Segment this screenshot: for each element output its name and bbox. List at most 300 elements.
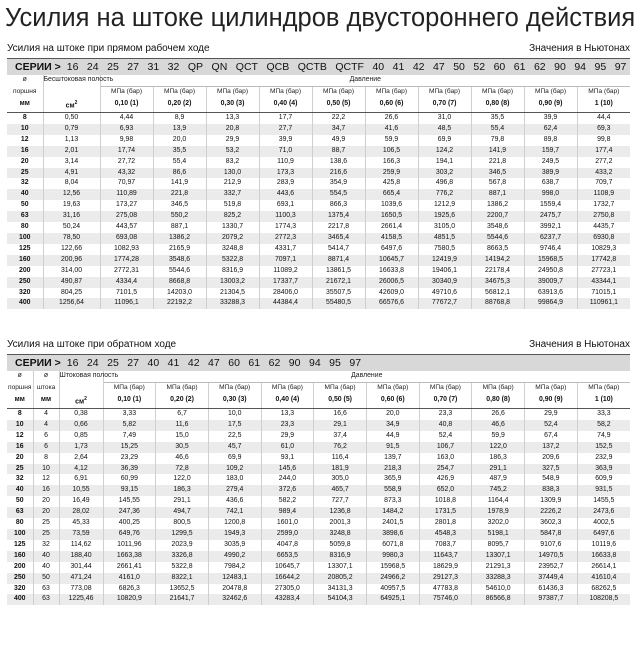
retract-subtitle: Усилия на штоке при обратном ходе: [7, 339, 177, 350]
extend-cell: 665,4: [365, 189, 418, 200]
extend-series-item: 52: [473, 61, 486, 73]
retract-cell: 465,7: [314, 485, 367, 496]
extend-series-item: 16: [66, 61, 79, 73]
extend-cell: 71015,1: [577, 288, 630, 299]
retract-pressure-value: 0,50 (5): [314, 394, 367, 409]
retract-cell: 16644,2: [261, 573, 314, 584]
retract-cell: 63: [33, 584, 59, 595]
retract-cell: 34131,3: [314, 584, 367, 595]
extend-pressure-col-label: МПа (бар): [312, 86, 365, 97]
retract-pressure-header: Давление: [103, 371, 630, 382]
extend-cell: 86,6: [153, 168, 206, 179]
extend-cell: 80: [7, 222, 43, 233]
retract-cell: 17,5: [208, 420, 261, 431]
retract-pressure-col-label: МПа (бар): [261, 382, 314, 393]
extend-cell: 49,9: [312, 135, 365, 146]
extend-pressure-value: 0,20 (2): [153, 98, 206, 113]
retract-cell: 122,0: [156, 474, 209, 485]
retract-cell: 9107,6: [525, 540, 578, 551]
retract-cell: 23,3: [419, 409, 472, 420]
retract-cell: 1731,5: [419, 507, 472, 518]
retract-cell: 742,1: [208, 507, 261, 518]
retract-cell: 6,91: [59, 474, 103, 485]
retract-pressure-value: 0,30 (3): [208, 394, 261, 409]
extend-cell: 21304,5: [206, 288, 259, 299]
retract-cell: 25: [33, 518, 59, 529]
retract-cell: 188,40: [59, 551, 103, 562]
extend-cell: 443,6: [259, 189, 312, 200]
retract-cell: 291,1: [156, 496, 209, 507]
extend-cell: 19406,1: [418, 266, 471, 277]
extend-cell: 13,9: [153, 124, 206, 135]
retract-series-item: 94: [308, 357, 321, 369]
extend-cell: 550,2: [153, 211, 206, 222]
extend-cell: 332,7: [206, 189, 259, 200]
retract-cell: 29,9: [261, 431, 314, 442]
extend-cell: 48,5: [418, 124, 471, 135]
extend-cell: 17742,8: [577, 255, 630, 266]
extend-cell: 43344,1: [577, 277, 630, 288]
extend-cell: 40: [7, 189, 43, 200]
extend-cell: 88768,8: [471, 298, 524, 309]
extend-cell: 28406,0: [259, 288, 312, 299]
retract-cell: 2661,41: [103, 562, 156, 573]
extend-cell: 31,16: [43, 211, 100, 222]
extend-cell: 8: [7, 113, 43, 124]
extend-cell: 29,9: [206, 135, 259, 146]
retract-cell: 873,3: [366, 496, 419, 507]
extend-cell: 10: [7, 124, 43, 135]
extend-cell: 16633,8: [365, 266, 418, 277]
extend-cell: 44,4: [577, 113, 630, 124]
retract-cell: 1299,5: [156, 529, 209, 540]
retract-cell: 26,6: [472, 409, 525, 420]
retract-cell: 8095,7: [472, 540, 525, 551]
retract-cell: 114,62: [59, 540, 103, 551]
retract-cell: 28,02: [59, 507, 103, 518]
retract-cell: 29,1: [314, 420, 367, 431]
extend-cell: 887,1: [153, 222, 206, 233]
retract-cell: 16: [33, 485, 59, 496]
extend-cell: 693,1: [259, 200, 312, 211]
retract-cell: 1225,46: [59, 594, 103, 605]
extend-cell: 106,5: [365, 146, 418, 157]
extend-series-item: 94: [574, 61, 587, 73]
retract-cell: 160: [7, 551, 33, 562]
extend-cell: 14203,0: [153, 288, 206, 299]
table-row: [7, 529, 630, 540]
extend-cell: 99,8: [577, 135, 630, 146]
retract-cell: 8322,1: [156, 573, 209, 584]
retract-cell: 1164,4: [472, 496, 525, 507]
extend-cell: 20: [7, 157, 43, 168]
extend-pressure-value: 0,90 (9): [524, 98, 577, 113]
table-row: [7, 189, 630, 200]
retract-cell: 1484,2: [366, 507, 419, 518]
extend-cell: 35507,5: [312, 288, 365, 299]
extend-pressure-value: 0,70 (7): [418, 98, 471, 113]
extend-cell: 69,9: [418, 135, 471, 146]
extend-cell: 50: [7, 200, 43, 211]
extend-subtitle: Усилия на штоке при прямом рабочем ходе: [7, 43, 210, 54]
extend-cell: 1732,7: [577, 200, 630, 211]
extend-cell: 2200,7: [471, 211, 524, 222]
retract-cell: 100: [7, 529, 33, 540]
retract-cell: 2599,0: [261, 529, 314, 540]
extend-series-item: 60: [493, 61, 506, 73]
retract-cell: 247,36: [103, 507, 156, 518]
extend-cell: 2475,7: [524, 211, 577, 222]
extend-bore-header-1: ø: [7, 75, 43, 86]
retract-cell: 23,29: [103, 453, 156, 464]
retract-cell: 1236,8: [314, 507, 367, 518]
retract-cell: 13307,1: [314, 562, 367, 573]
retract-cell: 4548,3: [419, 529, 472, 540]
extend-cell: 354,9: [312, 178, 365, 189]
extend-cell: 8,04: [43, 178, 100, 189]
table-row: [7, 540, 630, 551]
extend-cell: 17,7: [259, 113, 312, 124]
extend-cell: 159,7: [524, 146, 577, 157]
extend-series-item: 61: [513, 61, 526, 73]
retract-cell: 29127,3: [419, 573, 472, 584]
retract-cell: 13,3: [261, 409, 314, 420]
extend-cell: 4334,4: [100, 277, 153, 288]
retract-cell: 4: [33, 420, 59, 431]
extend-cell: 21672,1: [312, 277, 365, 288]
table-row: [7, 594, 630, 605]
extend-cell: 12419,9: [418, 255, 471, 266]
extend-cell: 8,9: [153, 113, 206, 124]
extend-cell: 77672,7: [418, 298, 471, 309]
retract-cell: 0,66: [59, 420, 103, 431]
retract-pressure-col-label: МПа (бар): [419, 382, 472, 393]
retract-rod-unit: мм: [33, 394, 59, 409]
extend-cell: 998,0: [524, 189, 577, 200]
extend-pressure-col-label: МПа (бар): [418, 86, 471, 97]
extend-pressure-col-label: МПа (бар): [100, 86, 153, 97]
extend-cell: 443,57: [100, 222, 153, 233]
retract-cell: 2801,8: [419, 518, 472, 529]
extend-cell: 35,5: [153, 146, 206, 157]
table-row: [7, 409, 630, 420]
retract-pressure-value: 0,10 (1): [103, 394, 156, 409]
retract-cell: 745,2: [472, 485, 525, 496]
retract-cell: 9980,3: [366, 551, 419, 562]
extend-series-item: 24: [86, 61, 99, 73]
extend-cell: 1774,28: [100, 255, 153, 266]
extend-cell: 42609,0: [365, 288, 418, 299]
retract-cell: 23952,7: [525, 562, 578, 573]
retract-cell: 5059,8: [314, 540, 367, 551]
retract-series-item: 62: [268, 357, 281, 369]
retract-cell: 26614,1: [577, 562, 630, 573]
extend-cell: 4158,5: [365, 233, 418, 244]
extend-pressure-col-label: МПа (бар): [471, 86, 524, 97]
retract-cell: 36,39: [103, 464, 156, 475]
extend-area-unit: $см^2$: [43, 98, 100, 113]
extend-cell: 110961,1: [577, 298, 630, 309]
extend-cell: 44384,4: [259, 298, 312, 309]
retract-cell: 32: [33, 540, 59, 551]
retract-cell: 548,9: [525, 474, 578, 485]
extend-cell: 389,9: [524, 168, 577, 179]
extend-bore-header-2: поршня: [7, 86, 43, 97]
retract-cell: 12: [33, 474, 59, 485]
retract-cell: 37,4: [314, 431, 367, 442]
retract-cell: 6071,8: [366, 540, 419, 551]
retract-cell: 75746,0: [419, 594, 472, 605]
retract-cell: 152,5: [577, 442, 630, 453]
extend-cell: 16: [7, 146, 43, 157]
retract-cell: 10119,6: [577, 540, 630, 551]
retract-cell: 50: [33, 573, 59, 584]
retract-cell: 8: [33, 453, 59, 464]
table-row: [7, 233, 630, 244]
retract-cell: 93,1: [261, 453, 314, 464]
retract-cell: 363,9: [577, 464, 630, 475]
extend-subheading: [7, 43, 630, 55]
retract-cell: 232,9: [577, 453, 630, 464]
extend-cell: 25: [7, 168, 43, 179]
retract-cell: 91,5: [366, 442, 419, 453]
extend-cell: 130,0: [206, 168, 259, 179]
retract-cell: 106,7: [419, 442, 472, 453]
extend-cell: 88,7: [312, 146, 365, 157]
retract-cell: 4161,0: [103, 573, 156, 584]
retract-cell: 58,2: [577, 420, 630, 431]
retract-cell: 6: [33, 442, 59, 453]
retract-cell: 2401,5: [366, 518, 419, 529]
extend-cell: 804,25: [43, 288, 100, 299]
retract-cell: 30,5: [156, 442, 209, 453]
retract-cell: 8: [7, 409, 33, 420]
retract-pressure-col-label: МПа (бар): [103, 382, 156, 393]
retract-cell: 3,33: [103, 409, 156, 420]
retract-cell: 1,73: [59, 442, 103, 453]
retract-cell: 0,85: [59, 431, 103, 442]
retract-cell: 33288,3: [472, 573, 525, 584]
retract-cell: 20,0: [366, 409, 419, 420]
retract-cell: 50: [7, 496, 33, 507]
retract-cell: 426,9: [419, 474, 472, 485]
retract-cell: 86566,8: [472, 594, 525, 605]
extend-cell: 6497,6: [365, 244, 418, 255]
extend-cell: 12: [7, 135, 43, 146]
retract-cell: 27305,0: [261, 584, 314, 595]
extend-series-item: 62: [533, 61, 546, 73]
retract-cell: 4990,2: [208, 551, 261, 562]
retract-cell: 487,9: [472, 474, 525, 485]
retract-series-item: 61: [248, 357, 261, 369]
retract-cell: 20: [7, 453, 33, 464]
extend-cell: 7580,5: [418, 244, 471, 255]
extend-series-label: СЕРИИ >: [15, 61, 61, 73]
retract-cell: 1663,38: [103, 551, 156, 562]
retract-series-item: 97: [349, 357, 362, 369]
retract-cell: 1455,5: [577, 496, 630, 507]
retract-cell: 10,55: [59, 485, 103, 496]
retract-cell: 64925,1: [366, 594, 419, 605]
extend-pressure-value: 0,80 (8): [471, 98, 524, 113]
extend-cell: 1256,64: [43, 298, 100, 309]
extend-cell: 2079,2: [206, 233, 259, 244]
retract-cell: 52,4: [525, 420, 578, 431]
extend-cell: 34,7: [312, 124, 365, 135]
retract-cell: 471,24: [59, 573, 103, 584]
retract-pressure-col-label: МПа (бар): [156, 382, 209, 393]
extend-cell: 709,7: [577, 178, 630, 189]
retract-series-item: 95: [329, 357, 341, 369]
extend-cell: 14194,2: [471, 255, 524, 266]
retract-cell: 649,76: [103, 529, 156, 540]
retract-cell: 1601,0: [261, 518, 314, 529]
extend-cell: 173,3: [259, 168, 312, 179]
extend-cell: 78,50: [43, 233, 100, 244]
extend-cell: 10829,3: [577, 244, 630, 255]
table-row: [7, 255, 630, 266]
table-row: [7, 157, 630, 168]
extend-series-item: 90: [554, 61, 566, 73]
extend-pressure-value: 0,50 (5): [312, 98, 365, 113]
retract-cell: 181,9: [314, 464, 367, 475]
extend-cell: 194,1: [418, 157, 471, 168]
retract-cell: 1949,3: [208, 529, 261, 540]
table-row: [7, 442, 630, 453]
retract-cell: 1018,8: [419, 496, 472, 507]
retract-cell: 7083,7: [419, 540, 472, 551]
retract-series-label: СЕРИИ >: [15, 357, 61, 369]
extend-cell: 1212,9: [418, 200, 471, 211]
retract-cell: 279,4: [208, 485, 261, 496]
retract-cell: 3326,8: [156, 551, 209, 562]
extend-cell: 124,2: [418, 146, 471, 157]
extend-cell: 0,79: [43, 124, 100, 135]
retract-cell: 1011,96: [103, 540, 156, 551]
retract-series-item: 41: [167, 357, 180, 369]
extend-cell: 27,72: [100, 157, 153, 168]
retract-cell: 32: [7, 474, 33, 485]
table-row: [7, 298, 630, 309]
extend-cell: 12,56: [43, 189, 100, 200]
retract-cell: 67,4: [525, 431, 578, 442]
retract-cell: 5847,8: [525, 529, 578, 540]
retract-force-table: ø ø Штоковая полость Давление поршня штока МПа (бар) МПа (бар) МПа (бар) МПа (бар) МПа (бар) МПа (бар) МПа (бар) МПа (бар) МПа (бар) МПа (бар) мм мм $см^2$ 0,10 (1) 0,20 (2) 0,30 (3) 0,40 (4) 0,50 (5) 0,60 (6) 0,70 (7) 0,80 (8) 0,90 (9) 1 (10) 8 4 0,38 3,33 6,7 10,0 13,3 16,6 20,0 23,3 26,6 29,9 33,3 10 4 0,66 5,82 11,6 17,5 23,3 29,1 34,9 40,8 46,6 52,4 58,2 12 6 0,85 7,49 15,0 22,5 29,9 37,4 44,9 52,4 59,9 67,4 74,9 16 6 1,73 15,25 30,5 45,7 61,0 76,2 91,5 106,7 122,0 137,2 152,5 20 8 2,64 23,29 46,6 69,9 93,1 116,4 139,7 163,0 186,3 209,6 232,9 25 10 4,12 36,39 72,8 109,2 145,6 181,9 218,3 254,7 291,1 327,5 363,9 32 12 6,91 60,99 122,0 183,0 244,0 305,0 365,9 426,9 487,9 548,9 609,9 40 16 10,55 93,15 186,3 279,4 372,6 465,7 558,9 652,0 745,2 838,3 931,5 50 20 16,49 145,55 291,1 436,6 582,2 727,7 873,3 1018,8 1164,4 1309,9 1455,5 63 20 28,02 247,36 494,7 742,1 989,4 1236,8 1484,2 1731,5 1978,9 2226,2 2473,6 80 25 45,33 400,25 800,5 1200,8 1601,0 2001,3 2401,5 2801,8 3202,0 3602,3 4002,5 100 25 73,59 649,76 1299,5 1949,3 2599,0 3248,8 3898,6 4548,3 5198,1 5847,8 6497,6 125 32 114,62 1011,96 2023,9 3035,9 4047,8 5059,8 6071,8 7083,7 8095,7 9107,6 10119,6 160 40 188,40 1663,38 3326,8 4990,2 6653,5 8316,9 9980,3 11643,7 13307,1 14970,5 16633,8 200 40 301,44 2661,41 5322,8 7984,2 10645,7 13307,1 15968,5 18629,9 21291,3 23952,7 26614,1 250 50 471,24 4161,0 8322,1 12483,1 16644,2 20805,2 24966,2 29127,3 33288,3 37449,4 41610,4 320 63 773,08 6826,3 13652,5 20478,8 27305,0 34131,3 40957,5 47783,8 54610,0 61436,3 68262,5 400 63 1225,46 10820,9 21641,7 32462,6 43283,4 54104,3 64925,1 75746,0 86566,8 97387,7 108208,5: [7, 371, 630, 605]
extend-cell: 1386,2: [471, 200, 524, 211]
retract-cell: 93,15: [103, 485, 156, 496]
retract-cell: 3898,6: [366, 529, 419, 540]
extend-cell: 200: [7, 266, 43, 277]
retract-cell: 125: [7, 540, 33, 551]
retract-cell: 727,7: [314, 496, 367, 507]
retract-cell: 183,0: [208, 474, 261, 485]
extend-cell: 5544,6: [153, 266, 206, 277]
retract-cell: 116,4: [314, 453, 367, 464]
extend-cell: 22178,4: [471, 266, 524, 277]
retract-series-item: 47: [208, 357, 220, 369]
retract-cell: 2,64: [59, 453, 103, 464]
extend-cell: 34675,3: [471, 277, 524, 288]
retract-cell: 10820,9: [103, 594, 156, 605]
extend-cell: 20,0: [153, 135, 206, 146]
retract-cell: 46,6: [472, 420, 525, 431]
extend-cell: 3105,0: [418, 222, 471, 233]
extend-cell: 69,3: [577, 124, 630, 135]
extend-cell: 250: [7, 277, 43, 288]
table-row: [7, 551, 630, 562]
extend-cell: 79,8: [471, 135, 524, 146]
extend-cell: 56812,1: [471, 288, 524, 299]
retract-cell: 72,8: [156, 464, 209, 475]
retract-cell: 109,2: [208, 464, 261, 475]
extend-cell: 19,63: [43, 200, 100, 211]
retract-cell: 15,0: [156, 431, 209, 442]
extend-cell: 7097,1: [259, 255, 312, 266]
extend-cell: 4,44: [100, 113, 153, 124]
retract-cell: 21641,7: [156, 594, 209, 605]
extend-cell: 39,9: [524, 113, 577, 124]
extend-cell: 89,8: [524, 135, 577, 146]
extend-force-table: [7, 75, 630, 309]
extend-cell: 5322,8: [206, 255, 259, 266]
retract-series-item: 27: [127, 357, 139, 369]
table-row: [7, 124, 630, 135]
retract-cell: 23,3: [261, 420, 314, 431]
extend-pressure-value: 0,30 (3): [206, 98, 259, 113]
extend-cell: 33288,3: [206, 298, 259, 309]
retract-cell: 6,7: [156, 409, 209, 420]
retract-cell: 145,55: [103, 496, 156, 507]
retract-cell: 20478,8: [208, 584, 261, 595]
extend-cell: 49710,6: [418, 288, 471, 299]
extend-cell: 1330,7: [206, 222, 259, 233]
extend-cell: 3,14: [43, 157, 100, 168]
extend-cell: 554,5: [312, 189, 365, 200]
retract-cell: 10: [7, 420, 33, 431]
extend-cell: 20,8: [206, 124, 259, 135]
retract-cell: 5198,1: [472, 529, 525, 540]
retract-cell: 186,3: [472, 453, 525, 464]
extend-cell: 1108,9: [577, 189, 630, 200]
extend-cell: 31,0: [418, 113, 471, 124]
retract-cell: 22,5: [208, 431, 261, 442]
table-row: [7, 277, 630, 288]
retract-cell: 250: [7, 573, 33, 584]
table-row: [7, 420, 630, 431]
extend-cell: 776,2: [418, 189, 471, 200]
extend-cell: 63913,6: [524, 288, 577, 299]
retract-cell: 33,3: [577, 409, 630, 420]
retract-cell: 1200,8: [208, 518, 261, 529]
extend-cell: 3548,6: [153, 255, 206, 266]
extend-cell: 2772,31: [100, 266, 153, 277]
table-row: [7, 266, 630, 277]
retract-cell: 20: [33, 507, 59, 518]
retract-bore-unit: мм: [7, 394, 33, 409]
extend-series-item: QCB: [266, 61, 290, 73]
retract-cell: 218,3: [366, 464, 419, 475]
retract-cell: 4047,8: [261, 540, 314, 551]
retract-cell: 6653,5: [261, 551, 314, 562]
extend-cell: 11096,1: [100, 298, 153, 309]
extend-cell: 26006,5: [365, 277, 418, 288]
extend-pressure-value: 1 (10): [577, 98, 630, 113]
table-row: [7, 146, 630, 157]
extend-cell: 216,6: [312, 168, 365, 179]
extend-cell: 17,74: [100, 146, 153, 157]
page-title: Усилия на штоке цилиндров двустороннего действия: [5, 4, 636, 32]
extend-series-item: 97: [614, 61, 627, 73]
